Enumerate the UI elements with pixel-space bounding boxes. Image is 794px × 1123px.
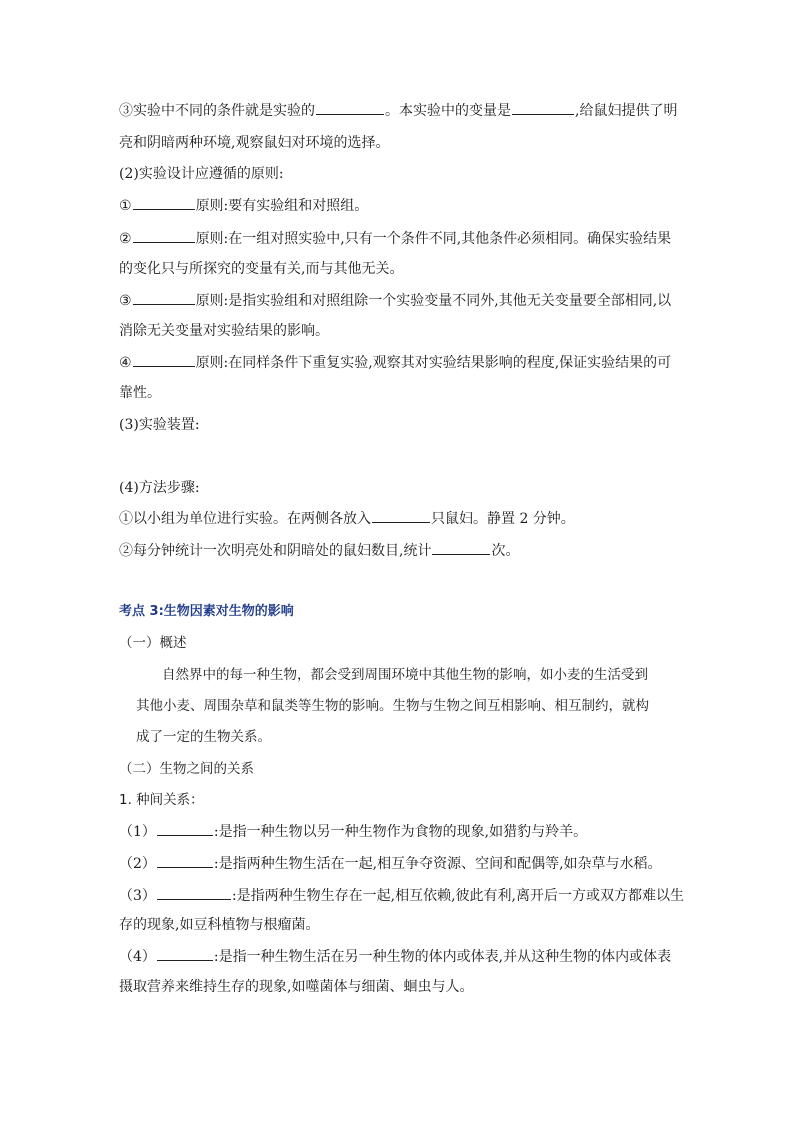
text-line: 亮和阴暗两种环境,观察鼠妇对环境的选择。 — [119, 135, 390, 151]
principle-4: ④ 原则:在同样条件下重复实验,观察其对实验结果影响的程度,保证实验结果的可 — [119, 352, 671, 373]
principle-3: ③ 原则:是指实验组和对照组除一个实验变量不同外,其他无关变量要全部相同,以 — [119, 290, 671, 311]
fill-blank[interactable] — [157, 946, 213, 961]
subheading: (3)实验装置: — [119, 417, 200, 433]
fill-blank[interactable] — [316, 100, 384, 115]
fill-blank[interactable] — [372, 508, 430, 523]
relation-1: （1） :是指一种生物以另一种生物作为食物的现象,如猎豹与羚羊。 — [119, 821, 587, 842]
fill-blank[interactable] — [157, 853, 213, 868]
principle-1: ① 原则:要有实验组和对照组。 — [119, 195, 368, 216]
fill-blank[interactable] — [133, 195, 195, 210]
fill-blank[interactable] — [157, 821, 213, 836]
list-item: 1. 种间关系： — [119, 792, 204, 808]
text-line: 消除无关变量对实验结果的影响。 — [119, 323, 329, 339]
text-line: 靠性。 — [119, 385, 161, 401]
fill-blank[interactable] — [432, 540, 490, 555]
paragraph-line: 自然界中的每一种生物，都会受到周围环境中其他生物的影响，如小麦的生活受到 — [162, 667, 648, 683]
fill-blank[interactable] — [133, 352, 195, 367]
paragraph-line: 成了一定的生物关系。 — [136, 729, 271, 745]
text-line: ③实验中不同的条件就是实验的 。本实验中的变量是 ,给鼠妇提供了明 — [119, 100, 677, 121]
text-line: 存的现象,如豆科植物与根瘤菌。 — [119, 917, 320, 933]
section-heading: 考点 3:生物因素对生物的影响 — [119, 604, 294, 619]
fill-blank[interactable] — [133, 290, 195, 305]
text-line: 的变化只与所探究的变量有关,而与其他无关。 — [119, 261, 404, 277]
fill-blank[interactable] — [133, 228, 195, 243]
subheading: （二）生物之间的关系 — [119, 761, 254, 777]
method-step-2: ②每分钟统计一次明亮处和阴暗处的鼠妇数目,统计 次。 — [119, 540, 519, 561]
paragraph-line: 其他小麦、周围杂草和鼠类等生物的影响。生物与生物之间互相影响、相互制约，就构 — [136, 698, 649, 714]
method-step-1: ①以小组为单位进行实验。在两侧各放入 只鼠妇。静置 2 分钟。 — [119, 508, 575, 529]
subheading: (2)实验设计应遵循的原则: — [119, 166, 284, 182]
principle-2: ② 原则:在一组对照实验中,只有一个条件不同,其他条件必须相同。确保实验结果 — [119, 228, 671, 249]
relation-3: （3） :是指两种生物生存在一起,相互依赖,彼此有利,离开后一方或双方都难以生 — [119, 885, 684, 906]
subheading: （一）概述 — [119, 635, 187, 651]
text-line: 摄取营养来维持生存的现象,如噬菌体与细菌、蛔虫与人。 — [119, 979, 474, 995]
relation-4: （4） :是指一种生物生活在另一种生物的体内或体表,并从这种生物的体内或体表 — [119, 946, 671, 967]
fill-blank[interactable] — [157, 885, 231, 900]
subheading: (4)方法步骤: — [119, 480, 200, 496]
fill-blank[interactable] — [512, 100, 574, 115]
relation-2: （2） :是指两种生物生活在一起,相互争夺资源、空间和配偶等,如杂草与水稻。 — [119, 853, 662, 874]
